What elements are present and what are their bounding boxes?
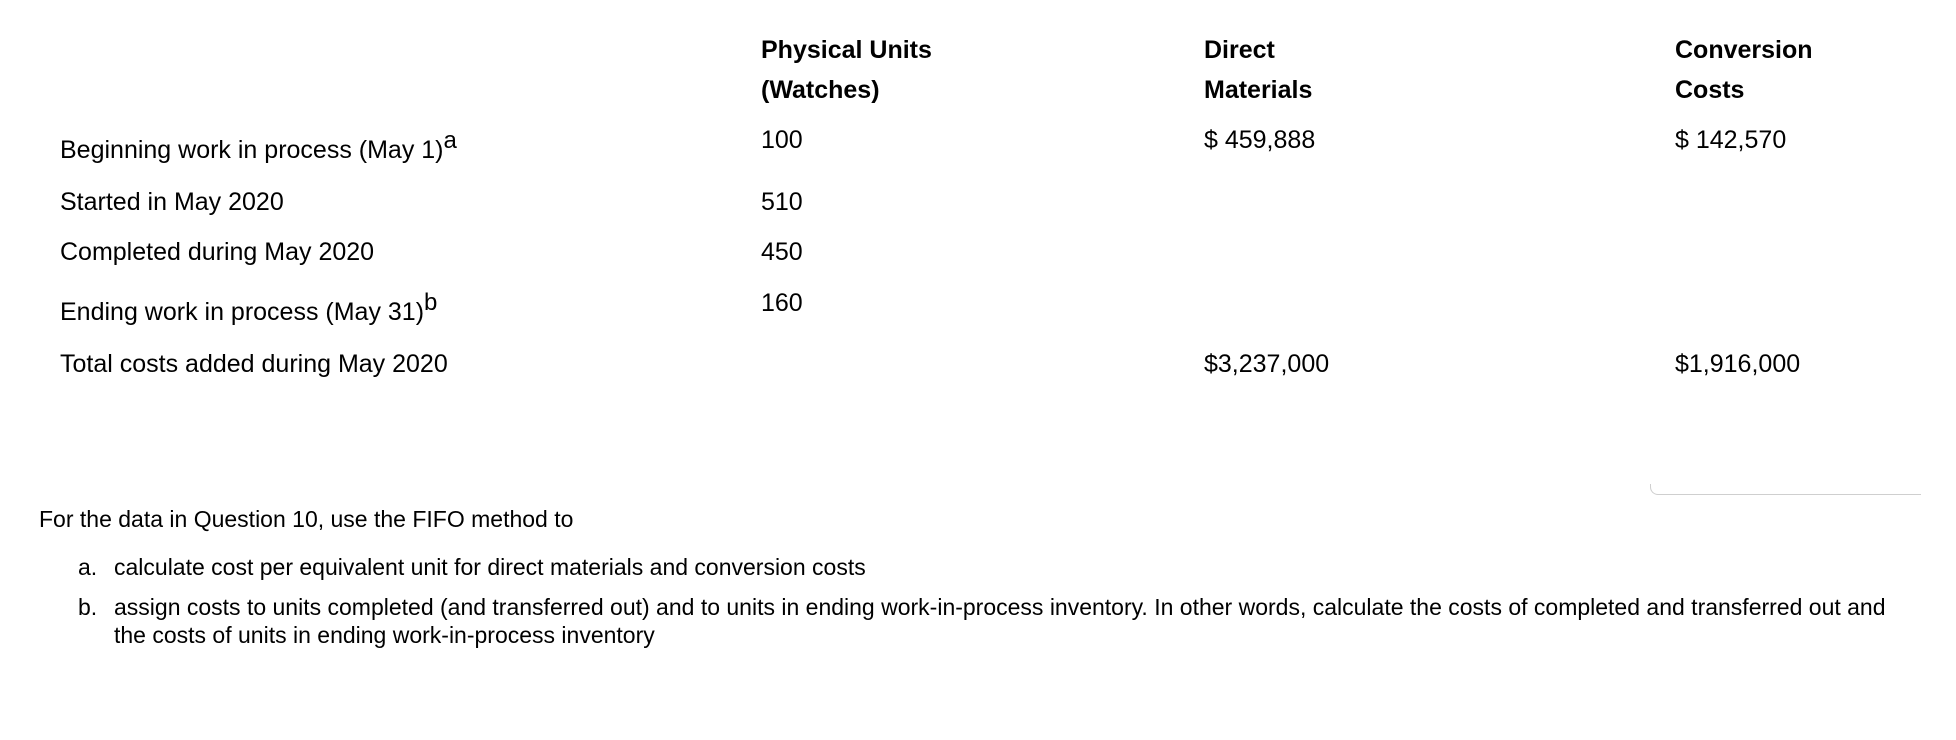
cell-units-ending-wip: 160 <box>761 289 803 317</box>
header-conversion-costs-line1: Conversion <box>1675 36 1813 64</box>
row-label-completed: Completed during May 2020 <box>60 238 375 266</box>
row-label-text: Ending work in process (May 31) <box>60 298 425 326</box>
list-item-text: assign costs to units completed (and transferred out) and to units in ending work-in-process inventory. In other words, calculate the costs of completed and transferred out and the costs of units in ending work-in-process inventory <box>114 594 1886 648</box>
row-label-ending-wip <box>60 289 438 328</box>
header-physical-units <box>761 30 932 110</box>
row-label-total-costs: Total costs added during May 2020 <box>60 350 448 378</box>
footnote-marker-b: b <box>424 289 438 316</box>
cell-units-beginning-wip: 100 <box>761 126 803 154</box>
header-physical-units-line1: Physical Units <box>761 36 932 64</box>
list-item <box>78 553 1918 581</box>
cell-units-started: 510 <box>761 188 803 216</box>
cell-dm-beginning-wip: $ 459,888 <box>1204 126 1316 154</box>
header-conversion-costs-line2: Costs <box>1675 76 1745 104</box>
header-physical-units-line2: (Watches) <box>761 76 880 104</box>
footnote-marker-a: a <box>443 127 457 154</box>
header-direct-materials-line2: Materials <box>1204 76 1313 104</box>
header-conversion-costs <box>1675 30 1813 110</box>
decorative-divider <box>1650 484 1921 495</box>
cell-cc-beginning-wip: $ 142,570 <box>1675 126 1787 154</box>
cell-units-completed: 450 <box>761 238 803 266</box>
list-item <box>78 593 1918 649</box>
row-label-text: Beginning work in process (May 1) <box>60 136 444 164</box>
cell-cc-total-costs: $1,916,000 <box>1675 350 1801 378</box>
list-item-marker: a. <box>78 554 98 580</box>
row-label-started: Started in May 2020 <box>60 188 284 216</box>
question-list <box>78 553 1918 661</box>
row-label-beginning-wip <box>60 127 457 166</box>
list-item-text: calculate cost per equivalent unit for direct materials and conversion costs <box>114 554 866 580</box>
question-intro: For the data in Question 10, use the FIFO method to <box>39 506 574 532</box>
header-direct-materials-line1: Direct <box>1204 36 1275 64</box>
header-direct-materials <box>1204 30 1312 110</box>
cell-dm-total-costs: $3,237,000 <box>1204 350 1330 378</box>
list-item-marker: b. <box>78 594 98 620</box>
